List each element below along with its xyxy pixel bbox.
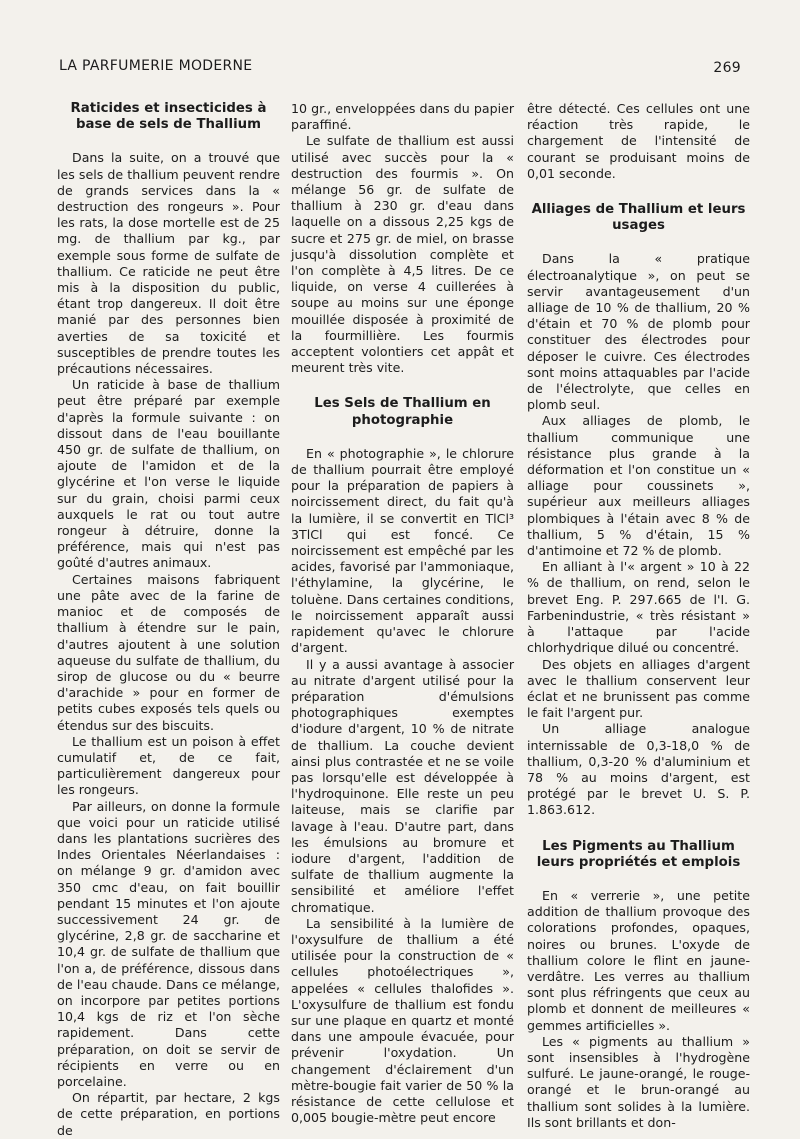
column-1 bbox=[57, 101, 280, 1139]
paragraph: Aux alliages de plomb, le thallium communique une résistance plus grande à la déformation et l'on constitue un « alliage pour coussinets », supérieur aux meilleurs alliages plombiques à l'étain avec 8 % de thallium, 5 % d'étain, 15 % d'antimoine et 72 % de plomb. bbox=[527, 413, 750, 559]
paragraph: Dans la « pratique électroanalytique », on peut se servir avantageusement d'un alliage de 10 % de thallium, 20 % d'étain et 70 % de plomb pour constituer des électrodes pour déposer le cuivre. Ces électrodes sont moins attaquables par l'acide de l'électrolyte, que celles en plomb seul. bbox=[527, 251, 750, 413]
paragraph: Un raticide à base de thallium peut être préparé par exemple d'après la formule suivante : on dissout dans de l'eau bouillante 450 gr. de sulfate de thallium, on ajoute de l'amidon et de la glycérine et l'on verse le liquide sur du grain, choisi parmi ceux auxquels le rat ou tout autre rongeur à détruire, donne la préférence, mais qui n'est pas goûté d'autres animaux. bbox=[57, 377, 280, 571]
column-3 bbox=[527, 101, 750, 1131]
paragraph: Les « pigments au thallium » sont insensibles à l'hydrogène sulfuré. Le jaune-orangé, le rouge-orangé et le brun-orangé au thallium sont solides à la lumière. Ils sont brillants et don- bbox=[527, 1033, 750, 1130]
paragraph: Des objets en alliages d'argent avec le thallium conservent leur éclat et ne brunissent pas comme le fait l'argent pur. bbox=[527, 656, 750, 721]
paragraph: Certaines maisons fabriquent une pâte avec de la farine de manioc et de composés de thallium à étendre sur le pain, d'autres ajoutent à une solution aqueuse du sulfate de thallium, du sirop de glucose ou du « beurre d'arachide » pour en former de petits cubes exposés tels quels ou étendus sur des biscuits. bbox=[57, 571, 280, 733]
paragraph: En « photographie », le chlorure de thallium pourrait être employé pour la préparation de papiers à noircissement direct, du fait qu'à la lumière, il se convertit en TlCl³ 3TlCl qui est foncé. Ce noircissement est empêché par les acides, favorisé par l'ammoniaque, l'éthylamine, la glycérine, le toluène. Dans certaines conditions, le noircissement apparaît aussi rapidement qu'avec le chlorure d'argent. bbox=[291, 445, 514, 656]
paragraph: Le sulfate de thallium est aussi utilisé avec succès pour la « destruction des fourmis ». On mélange 56 gr. de sulfate de thallium à 230 gr. d'eau dans laquelle on a dissous 2,25 kgs de sucre et 275 gr. de miel, on brasse jusqu'à dissolution complète et l'on complète à 4,5 litres. De ce liquide, on verse 4 cuillerées à soupe au moins sur une éponge mouillée disposée à proximité de la fourmillière. Les fourmis acceptent volontiers cet appât et meurent très vite. bbox=[291, 133, 514, 376]
running-title: LA PARFUMERIE MODERNE bbox=[59, 58, 253, 74]
column-2 bbox=[291, 101, 514, 1126]
paragraph-continued: 10 gr., enveloppées dans du papier paraffiné. bbox=[291, 101, 514, 133]
paragraph: En alliant à l'« argent » 10 à 22 % de thallium, on rend, selon le brevet Eng. P. 297.665 de l'I. G. Farbenindustrie, « très résistant » à l'attaque par l'acide chlorhydrique dilué ou concentré. bbox=[527, 559, 750, 656]
paragraph: Le thallium est un poison à effet cumulatif et, de ce fait, particulièrement dangereux pour les rongeurs. bbox=[57, 733, 280, 798]
page-header bbox=[59, 58, 741, 80]
paragraph: Dans la suite, on a trouvé que les sels de thallium peuvent rendre de grands services dans la « destruction des rongeurs ». Pour les rats, la dose mortelle est de 25 mg. de thallium par kg., par exemple sous forme de sulfate de thallium. Ce raticide ne peut être mis à la disposition du public, étant trop dangereux. Il doit être manié par des personnes bien averties de sa toxicité et susceptibles de prendre toutes les précautions nécessaires. bbox=[57, 150, 280, 377]
paragraph: Il y a aussi avantage à associer au nitrate d'argent utilisé pour la préparation d'émulsions photographiques exemptes d'iodure d'argent, 10 % de nitrate de thallium. La couche devient ainsi plus contrastée et ne se voile pas lorsqu'elle est développée à l'hydroquinone. Elle reste un peu laiteuse, mais se clarifie par lavage à l'eau. D'autre part, dans les émulsions au bromure et iodure d'argent, l'addition de sulfate de thallium augmente la sensibilité et améliore l'effet chromatique. bbox=[291, 656, 514, 915]
paragraph-continued: être détecté. Ces cellules ont une réaction très rapide, le chargement de l'intensité de courant se produisant moins de 0,01 seconde. bbox=[527, 101, 750, 181]
paragraph: Par ailleurs, on donne la formule que voici pour un raticide utilisé dans les plantations sucrières des Indes Orientales Néerlandaises : on mélange 9 gr. d'amidon avec 350 cmc d'eau, on fait bouillir pendant 15 minutes et l'on ajoute successivement 24 gr. de glycérine, 2,8 gr. de saccharine et 10,4 gr. de sulfate de thallium que l'on a, de préférence, dissous dans de l'eau chaude. Dans ce mélange, on incorpore par petites portions 10,4 kgs de riz et l'on sèche rapidement. Dans cette préparation, on doit se servir de récipients en verre ou en porcelaine. bbox=[57, 798, 280, 1089]
section-heading-photographie: Les Sels de Thallium en photographie bbox=[314, 396, 491, 428]
section-heading-alliages: Alliages de Thallium et leurs usages bbox=[531, 202, 746, 234]
paragraph: En « verrerie », une petite addition de thallium provoque des colorations profondes, opaques, noires ou brunes. L'oxyde de thallium colore le flint en jaune-verdâtre. Les verres au thallium sont plus réfringents que ceux au plomb et donnent de meilleures « gemmes artificielles ». bbox=[527, 887, 750, 1033]
paragraph: La sensibilité à la lumière de l'oxysulfure de thallium a été utilisée pour la construction de « cellules photoélectriques », appelées « cellules thalofides ». L'oxysulfure de thallium est fondu sur une plaque en quartz et monté dans une ampoule évacuée, pour prévenir l'oxydation. Un changement d'éclairement d'un mètre-bougie fait varier de 50 % la résistance de cette cellulose et 0,005 bougie-mètre peut encore bbox=[291, 915, 514, 1126]
section-heading-pigments: Les Pigments au Thallium leurs propriétés et emplois bbox=[536, 838, 741, 870]
section-heading-raticides: Raticides et insecticides à base de sels de Thallium bbox=[70, 101, 267, 133]
paragraph: Un alliage analogue internissable de 0,3-18,0 % de thallium, 0,3-20 % d'aluminium et 78 % au moins d'argent, est protégé par le brevet U. S. P. 1.863.612. bbox=[527, 721, 750, 818]
page-number: 269 bbox=[713, 60, 741, 76]
paragraph: On répartit, par hectare, 2 kgs de cette préparation, en portions de bbox=[57, 1090, 280, 1138]
